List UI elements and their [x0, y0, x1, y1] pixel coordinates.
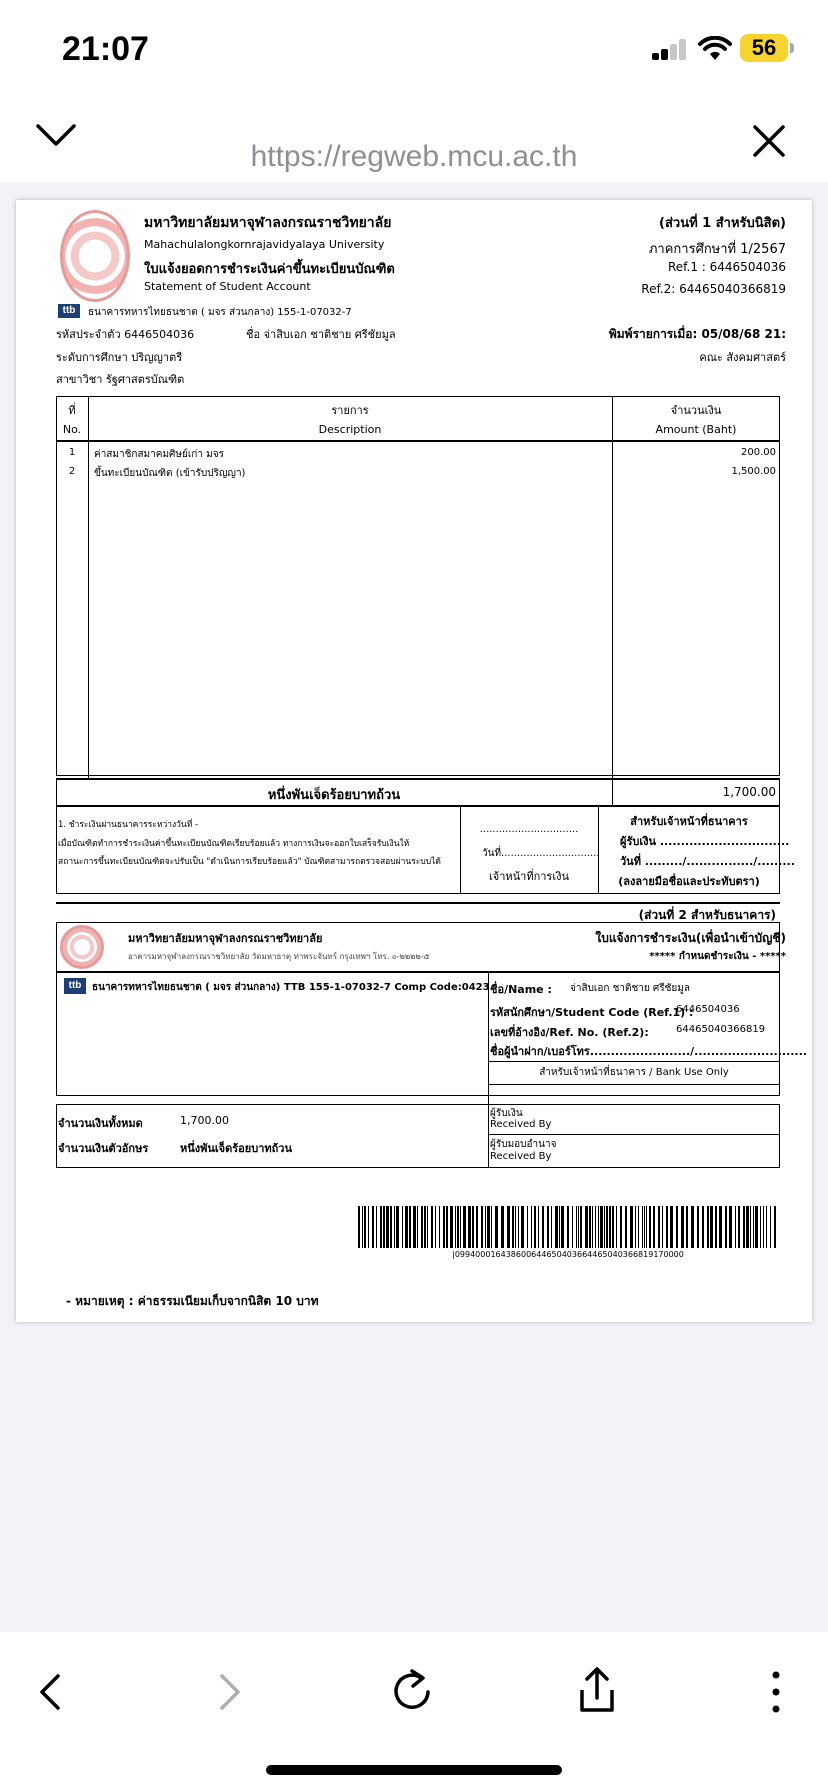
status-bar	[0, 0, 828, 100]
major: สาขาวิชา รัฐศาสตรบัณฑิต	[56, 373, 185, 386]
payment-note-3: สถานะการขึ้นทะเบียนบัณฑิตจะปรับเป็น "ดำเนินการเรียบร้อยแล้ว" บัณฑิตสามารถตรวจสอบผ่านระบบได้	[58, 857, 441, 867]
university-name-th: มหาวิทยาลัยมหาจุฬาลงกรณราชวิทยาลัย	[144, 215, 392, 231]
amount-divider	[488, 1134, 780, 1135]
part1-label: (ส่วนที่ 1 สำหรับนิสิต)	[659, 216, 786, 231]
printed-date: พิมพ์รายการเมื่อ: 05/08/68 21:	[608, 327, 786, 341]
ref1: Ref.1 : 6446504036	[667, 260, 786, 274]
part2-label: (ส่วนที่ 2 สำหรับธนาคาร)	[638, 908, 776, 922]
total-amount: 1,700.00	[722, 785, 776, 799]
student-code-value: 6446504036	[676, 1004, 740, 1015]
ref2: Ref.2: 64465040366819	[641, 282, 786, 296]
statement-title-en: Statement of Student Account	[144, 280, 311, 293]
header-no-th: ที่	[68, 404, 76, 417]
bank-use-only: สำหรับเจ้าหน้าที่ธนาคาร / Bank Use Only	[539, 1067, 729, 1078]
bank-account-line: ธนาคารทหารไทยธนชาต ( มจร ส่วนกลาง) TTB 155-1-07032-7 Comp Code:0423	[92, 982, 490, 993]
finance-officer-label: เจ้าหน้าที่การเงิน	[489, 870, 569, 883]
received-by-en: Received By	[490, 1119, 552, 1130]
bank-use-divider	[488, 1084, 780, 1085]
bank-officer-title: สำหรับเจ้าหน้าที่ธนาคาร	[630, 815, 748, 828]
name-value: จ่าสิบเอก ชาติชาย ศรีชัยมูล	[570, 983, 691, 994]
bank-date-line: วันที่ ........./................/.........	[620, 855, 795, 868]
forward-icon[interactable]	[216, 1672, 244, 1712]
signature-label: (ลงลายมือชื่อและประทับตรา)	[618, 875, 760, 888]
barcode-text: |099400016438600644650403664465040366819170000	[452, 1250, 684, 1259]
total-value: 1,700.00	[180, 1114, 229, 1127]
wifi-icon	[698, 36, 732, 62]
university-seal-logo	[60, 925, 104, 969]
payin-title: ใบแจ้งการชำระเงิน(เพื่อนำเข้าบัญชี)	[595, 931, 786, 945]
table-row-amount: 1,500.00	[731, 466, 776, 477]
home-indicator	[266, 1765, 562, 1775]
student-code-label: รหัสนักศึกษา/Student Code (Ref.1) :	[490, 1006, 694, 1019]
table-row-amount: 200.00	[741, 447, 776, 458]
student-name: ชื่อ จ่าสิบเอก ชาติชาย ศรีชัยมูล	[246, 328, 396, 341]
payment-barcode	[358, 1206, 778, 1248]
education-level: ระดับการศึกษา ปริญญาตรี	[56, 351, 183, 364]
table-header-divider	[56, 440, 780, 442]
header-desc-th: รายการ	[331, 404, 369, 417]
ref-no-label: เลขที่อ้างอิง/Ref. No. (Ref.2):	[490, 1026, 649, 1039]
due-date: ***** กำหนดชำระเงิน - *****	[649, 951, 786, 962]
ref-no-value: 64465040366819	[676, 1024, 766, 1035]
received-by-line: ผู้รับเงิน ...............................	[620, 835, 790, 848]
words-label: จำนวนเงินตัวอักษร	[58, 1142, 149, 1155]
university-seal-logo	[60, 210, 130, 302]
table-row-desc: ค่าสมาชิกสมาคมศิษย์เก่า มจร	[94, 449, 224, 460]
payment-note-1: 1. ชำระเงินผ่านธนาคารระหว่างวันที่ -	[58, 820, 199, 830]
total-label: จำนวนเงินทั้งหมด	[58, 1117, 143, 1130]
back-icon[interactable]	[36, 1672, 64, 1712]
remark: - หมายเหตุ : ค่าธรรมเนียมเก็บจากนิสิต 10 บาท	[66, 1294, 319, 1308]
university-address: อาคารมหาจุฬาลงกรณราชวิทยาลัย วัดมหาธาตุ ท่าพระจันทร์ กรุงเทพฯ โทร. ๐-๒๒๒๒-๕	[128, 952, 430, 961]
authorized-by-th: ผู้รับมอบอำนาจ	[490, 1139, 557, 1150]
battery-icon: 56	[740, 34, 788, 62]
depositor-line: ชื่อผู้นำฝาก/เบอร์โทร......................../...........................	[490, 1045, 807, 1058]
ttb-logo: ttb	[58, 304, 80, 318]
name-label: ชื่อ/Name :	[490, 983, 552, 996]
table-row-desc: ขึ้นทะเบียนบัณฑิต (เข้ารับปริญญา)	[94, 468, 246, 479]
statement-title-th: ใบแจ้งยอดการชำระเงินค่าขึ้นทะเบียนบัณฑิต	[144, 262, 395, 277]
battery-tip	[790, 43, 794, 53]
status-time: 21:07	[62, 30, 149, 68]
header-amount-th: จำนวนเงิน	[670, 404, 722, 417]
semester: ภาคการศึกษาที่ 1/2567	[648, 242, 786, 257]
payment-note-2: เมื่อบัณฑิตทำการชำระเงินค่าขึ้นทะเบียนบัณฑิตเรียบร้อยแล้ว ทางการเงินจะออกใบเสร็จรับเงินให้	[58, 839, 410, 849]
finance-date: วันที่...............................	[482, 848, 600, 859]
total-col-divider	[612, 778, 613, 806]
bank-use-divider	[488, 1061, 780, 1062]
student-id: รหัสประจำตัว 6446504036	[56, 328, 195, 341]
finance-signature-line: ...............................	[479, 824, 579, 835]
table-row-no: 1	[68, 447, 76, 458]
url-display[interactable]: https://regweb.mcu.ac.th	[250, 140, 578, 173]
share-icon[interactable]	[576, 1666, 618, 1714]
amount-box	[56, 1104, 780, 1168]
amount-divider	[488, 1104, 489, 1168]
university-name-en: Mahachulalongkornrajavidyalaya University	[144, 238, 385, 251]
more-options-icon[interactable]	[770, 1670, 782, 1714]
faculty: คณะ สังคมศาสตร์	[699, 351, 786, 364]
close-icon[interactable]	[752, 124, 786, 158]
ttb-logo: ttb	[64, 978, 86, 994]
bank-account-line: ธนาคารทหารไทยธนชาต ( มจร ส่วนกลาง) 155-1-07032-7	[88, 307, 352, 318]
authorized-by-en: Received By	[490, 1151, 552, 1162]
university-name-th: มหาวิทยาลัยมหาจุฬาลงกรณราชวิทยาลัย	[128, 932, 323, 945]
words-value: หนึ่งพันเจ็ดร้อยบาทถ้วน	[180, 1142, 292, 1155]
table-col-divider	[612, 396, 613, 779]
reload-icon[interactable]	[392, 1668, 434, 1714]
statement-document	[16, 200, 812, 1322]
table-row-no: 2	[68, 466, 76, 477]
received-by-th: ผู้รับเงิน	[490, 1108, 523, 1119]
header-desc-en: Description	[318, 423, 382, 436]
header-no-en: No.	[62, 423, 82, 436]
cut-line	[56, 902, 780, 904]
cellular-signal-icon	[652, 38, 688, 60]
table-col-divider	[88, 396, 89, 779]
total-in-words: หนึ่งพันเจ็ดร้อยบาทถ้วน	[267, 788, 401, 803]
header-amount-en: Amount (Baht)	[655, 423, 737, 436]
